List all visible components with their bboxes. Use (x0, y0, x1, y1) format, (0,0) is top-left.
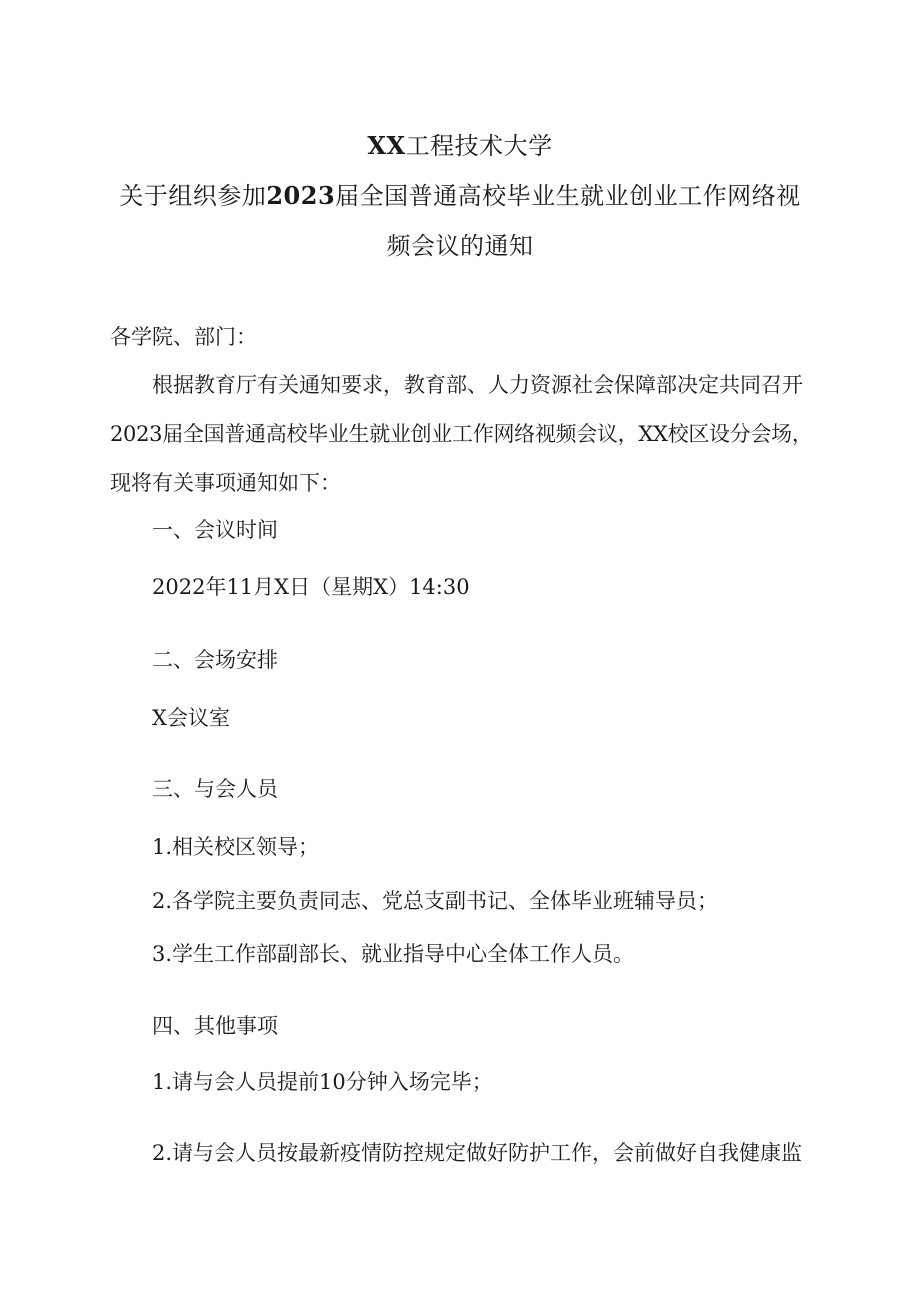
title-line-1 (0, 126, 920, 161)
title-year: 2023 (266, 181, 336, 210)
title-school-prefix: XX (367, 131, 406, 160)
section-heading-time: 一、会议时间 (152, 518, 278, 542)
other-item: 2.请与会人员按最新疫情防控规定做好防护工作，会前做好自我健康监 (152, 1141, 803, 1165)
attendee-item: 3.学生工作部副部长、就业指导中心全体工作人员。 (152, 942, 635, 966)
title-line-2-pre: 关于组织参加 (119, 182, 267, 210)
meeting-venue: X会议室 (152, 706, 230, 730)
attendee-item: 1.相关校区领导； (152, 835, 320, 859)
title-school-name: 工程技术大学 (405, 132, 553, 160)
section-heading-attendees: 三、与会人员 (152, 777, 278, 801)
other-item: 1.请与会人员提前10分钟入场完毕； (152, 1070, 493, 1094)
attendee-item: 2.各学院主要负责同志、党总支副书记、全体毕业班辅导员； (152, 889, 719, 913)
title-line-2 (0, 176, 920, 211)
title-line-3: 频会议的通知 (386, 232, 534, 260)
section-heading-other: 四、其他事项 (152, 1014, 278, 1038)
meeting-time: 2022年11月X日（星期X）14:30 (152, 575, 470, 599)
body-line-2: 2023届全国普通高校毕业生就业创业工作网络视频会议，XX校区设分会场， (110, 422, 813, 446)
title-line-2-post: 届全国普通高校毕业生就业创业工作网络视 (335, 182, 801, 210)
salutation: 各学院、部门： (110, 325, 257, 349)
body-line-3: 现将有关事项通知如下： (110, 471, 341, 495)
section-heading-venue: 二、会场安排 (152, 648, 278, 672)
body-line-1: 根据教育厅有关通知要求，教育部、人力资源社会保障部决定共同召开 (152, 373, 803, 397)
